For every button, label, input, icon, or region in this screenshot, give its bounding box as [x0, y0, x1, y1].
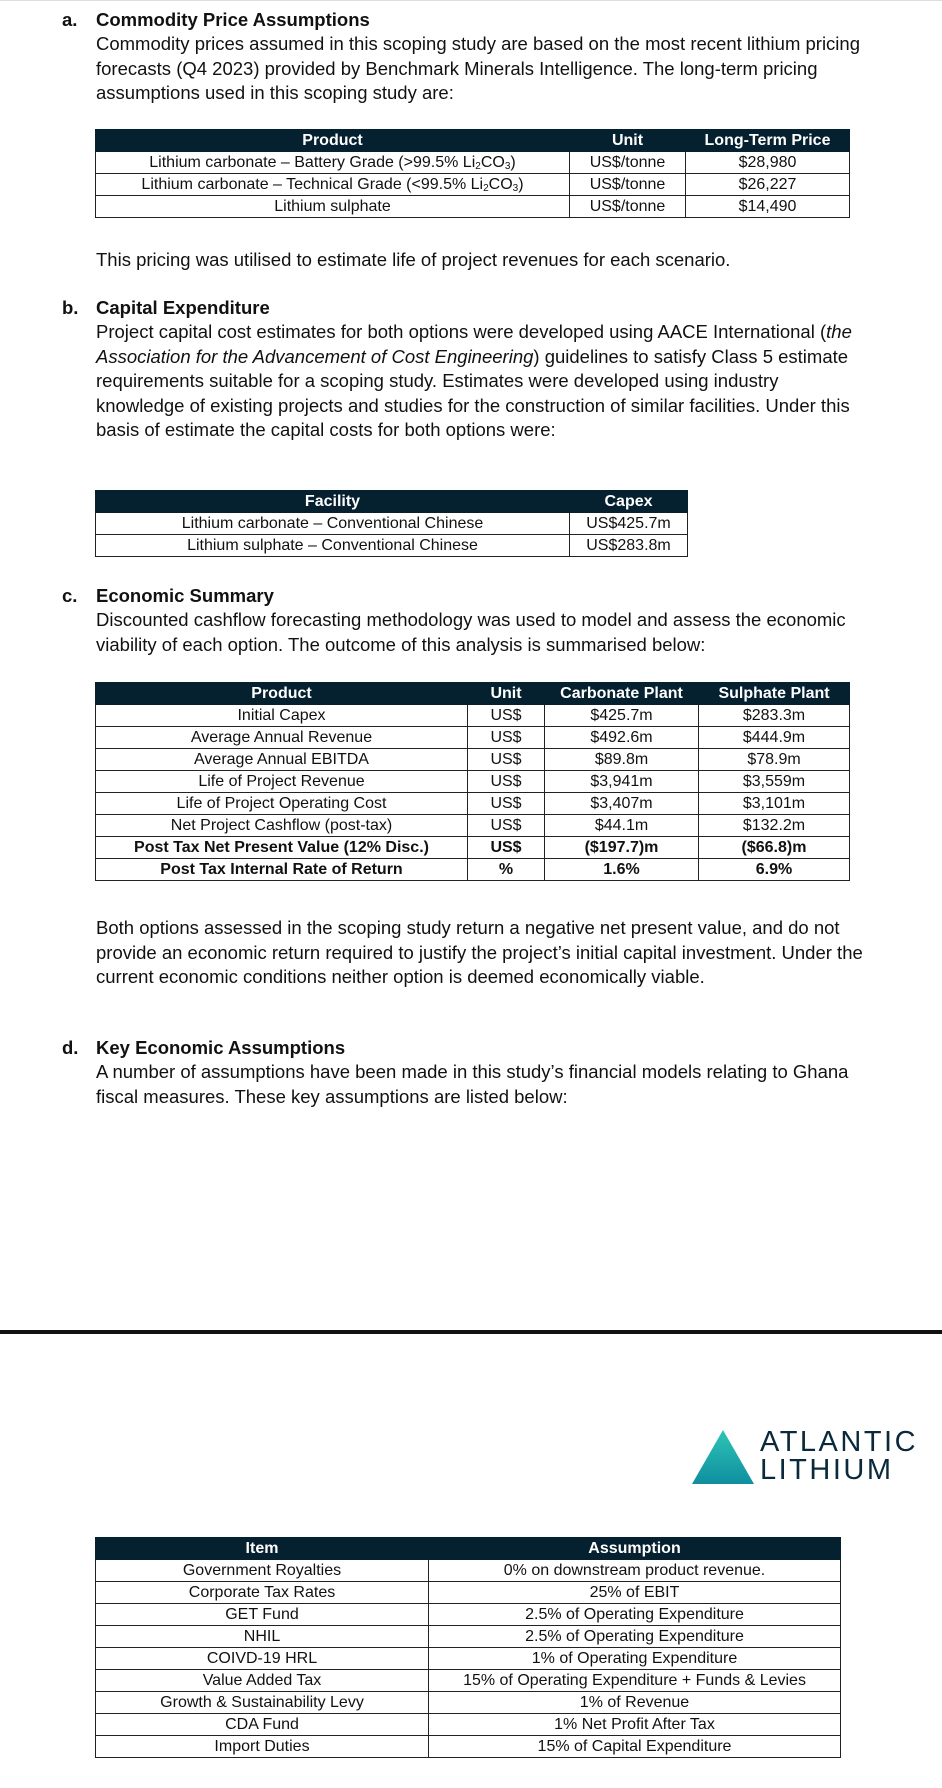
item-cell: Value Added Tax — [96, 1670, 429, 1692]
assumption-cell: 2.5% of Operating Expenditure — [429, 1626, 841, 1648]
atlantic-lithium-logo — [692, 1426, 932, 1486]
unit-cell: US$/tonne — [570, 174, 686, 196]
section-heading — [62, 8, 862, 32]
item-cell: COIVD-19 HRL — [96, 1648, 429, 1670]
economic-summary-table — [95, 682, 850, 881]
price-cell: $14,490 — [686, 196, 850, 218]
item-cell: Government Royalties — [96, 1560, 429, 1582]
col-header-carbonate: Carbonate Plant — [545, 683, 699, 705]
table-row — [96, 1670, 841, 1692]
table-row — [96, 771, 850, 793]
unit-cell: US$ — [468, 837, 545, 859]
facility-cell: Lithium sulphate – Conventional Chinese — [96, 535, 570, 557]
metric-cell: Average Annual EBITDA — [96, 749, 468, 771]
section-letter: a. — [62, 9, 78, 30]
price-table — [95, 129, 850, 218]
section-title: Key Economic Assumptions — [96, 1037, 346, 1058]
table-row — [96, 793, 850, 815]
metric-cell: Net Project Cashflow (post-tax) — [96, 815, 468, 837]
assumption-cell: 15% of Operating Expenditure + Funds & Levies — [429, 1670, 841, 1692]
table-row — [96, 1582, 841, 1604]
price-cell: $28,980 — [686, 152, 850, 174]
pricing-note: This pricing was utilised to estimate life of project revenues for each scenario. — [96, 249, 731, 270]
section-title: Economic Summary — [96, 585, 274, 606]
table-header-row — [96, 491, 688, 513]
sulphate-cell: 6.9% — [699, 859, 850, 881]
carbonate-cell: $425.7m — [545, 705, 699, 727]
price-cell: $26,227 — [686, 174, 850, 196]
unit-cell: US$ — [468, 815, 545, 837]
sulphate-cell: $78.9m — [699, 749, 850, 771]
section-heading — [62, 1036, 862, 1060]
item-cell: Corporate Tax Rates — [96, 1582, 429, 1604]
item-cell: GET Fund — [96, 1604, 429, 1626]
col-header-item: Item — [96, 1538, 429, 1560]
table-row — [96, 727, 850, 749]
section-title: Capital Expenditure — [96, 297, 270, 318]
table-row — [96, 1736, 841, 1758]
table-row — [96, 513, 688, 535]
col-header-product: Product — [96, 130, 570, 152]
assumptions-table-body — [96, 1560, 841, 1758]
unit-cell: US$ — [468, 793, 545, 815]
carbonate-cell: $3,407m — [545, 793, 699, 815]
assumption-cell: 1% of Operating Expenditure — [429, 1648, 841, 1670]
sulphate-cell: $444.9m — [699, 727, 850, 749]
logo-line-2: LITHIUM — [760, 1454, 894, 1486]
assumption-cell: 1% Net Profit After Tax — [429, 1714, 841, 1736]
item-cell: Growth & Sustainability Levy — [96, 1692, 429, 1714]
sulphate-cell: ($66.8)m — [699, 837, 850, 859]
section-commodity-price — [62, 8, 862, 106]
unit-cell: US$ — [468, 727, 545, 749]
assumption-cell: 0% on downstream product revenue. — [429, 1560, 841, 1582]
section-capital-expenditure — [62, 296, 862, 443]
carbonate-cell: $492.6m — [545, 727, 699, 749]
assumption-cell: 15% of Capital Expenditure — [429, 1736, 841, 1758]
carbonate-cell: $44.1m — [545, 815, 699, 837]
capex-table — [95, 490, 688, 557]
table-row-irr — [96, 859, 850, 881]
table-row — [96, 1714, 841, 1736]
col-header-unit: Unit — [570, 130, 686, 152]
unit-cell: US$/tonne — [570, 196, 686, 218]
table-row-npv — [96, 837, 850, 859]
unit-cell: US$ — [468, 749, 545, 771]
col-header-product: Product — [96, 683, 468, 705]
table-header-row — [96, 683, 850, 705]
section-heading — [62, 296, 862, 320]
col-header-facility: Facility — [96, 491, 570, 513]
section-key-economic-assumptions — [62, 1036, 862, 1109]
metric-cell: Post Tax Internal Rate of Return — [96, 859, 468, 881]
table-row — [96, 535, 688, 557]
metric-cell: Initial Capex — [96, 705, 468, 727]
table-row — [96, 749, 850, 771]
col-header-sulphate: Sulphate Plant — [699, 683, 850, 705]
section-economic-summary — [62, 584, 862, 657]
table-row — [96, 815, 850, 837]
table-header-row — [96, 130, 850, 152]
col-header-price: Long-Term Price — [686, 130, 850, 152]
table-row — [96, 1626, 841, 1648]
sulphate-cell: $3,101m — [699, 793, 850, 815]
capex-cell: US$283.8m — [570, 535, 688, 557]
assumption-cell: 1% of Revenue — [429, 1692, 841, 1714]
section-letter: c. — [62, 585, 78, 606]
metric-cell: Life of Project Operating Cost — [96, 793, 468, 815]
product-cell: Lithium carbonate – Battery Grade (>99.5% $Li_2CO_3$) — [96, 152, 570, 174]
economic-conclusion: Both options assessed in the scoping study return a negative net present value, and do not provide an economic return required to justify the project’s initial capital investment. Under the current economic conditions neither option is deemed economically viable. — [96, 917, 863, 987]
carbonate-cell: $3,941m — [545, 771, 699, 793]
assumption-cell: 25% of EBIT — [429, 1582, 841, 1604]
table-row — [96, 196, 850, 218]
section-heading — [62, 584, 862, 608]
product-cell: Lithium sulphate — [96, 196, 570, 218]
section-title: Commodity Price Assumptions — [96, 9, 370, 30]
item-cell: Import Duties — [96, 1736, 429, 1758]
unit-cell: US$ — [468, 705, 545, 727]
capex-cell: US$425.7m — [570, 513, 688, 535]
table-row — [96, 1692, 841, 1714]
sulphate-cell: $283.3m — [699, 705, 850, 727]
section-letter: b. — [62, 297, 79, 318]
table-row — [96, 152, 850, 174]
section-letter: d. — [62, 1037, 79, 1058]
unit-cell: US$/tonne — [570, 152, 686, 174]
unit-cell: US$ — [468, 771, 545, 793]
logo-wordmark — [760, 1428, 918, 1484]
table-row — [96, 1648, 841, 1670]
table-row — [96, 1560, 841, 1582]
facility-cell: Lithium carbonate – Conventional Chinese — [96, 513, 570, 535]
section-intro: Discounted cashflow forecasting methodology was used to model and assess the economic viability of each option. The outcome of this analysis is summarised below: — [96, 609, 846, 655]
assumptions-table — [95, 1537, 841, 1758]
metric-cell: Life of Project Revenue — [96, 771, 468, 793]
logo-triangle-icon — [692, 1430, 754, 1486]
section-intro: A number of assumptions have been made in this study’s financial models relating to Ghana fiscal measures. These key assumptions are listed below: — [96, 1061, 849, 1107]
sulphate-cell: $132.2m — [699, 815, 850, 837]
sulphate-cell: $3,559m — [699, 771, 850, 793]
col-header-capex: Capex — [570, 491, 688, 513]
assumption-cell: 2.5% of Operating Expenditure — [429, 1604, 841, 1626]
col-header-unit: Unit — [468, 683, 545, 705]
table-row — [96, 705, 850, 727]
section-intro: Project capital cost estimates for both options were developed using AACE International (the Association for the Advancement of Cost Engineering) guidelines to satisfy Class 5 estimate requirements suitable for a scoping study. Estimates were developed using industry knowledge of existing projects and studies for the construction of similar facilities. Under this basis of estimate the capital costs for both options were: — [96, 321, 852, 440]
col-header-assumption: Assumption — [429, 1538, 841, 1560]
item-cell: CDA Fund — [96, 1714, 429, 1736]
page-break-divider — [0, 1330, 942, 1334]
carbonate-cell: 1.6% — [545, 859, 699, 881]
metric-cell: Average Annual Revenue — [96, 727, 468, 749]
item-cell: NHIL — [96, 1626, 429, 1648]
table-row — [96, 1604, 841, 1626]
unit-cell: % — [468, 859, 545, 881]
carbonate-cell: ($197.7)m — [545, 837, 699, 859]
section-intro: Commodity prices assumed in this scoping study are based on the most recent lithium pricing forecasts (Q4 2023) provided by Benchmark Minerals Intelligence. The long-term pricing assumptions used in this scoping study are: — [96, 33, 860, 103]
product-cell: Lithium carbonate – Technical Grade (<99.5% $Li_2CO_3$) — [96, 174, 570, 196]
table-header-row — [96, 1538, 841, 1560]
logo-line-1: ATLANTIC — [760, 1426, 919, 1458]
document-page-2 — [0, 1336, 942, 1788]
carbonate-cell: $89.8m — [545, 749, 699, 771]
table-row — [96, 174, 850, 196]
metric-cell: Post Tax Net Present Value (12% Disc.) — [96, 837, 468, 859]
